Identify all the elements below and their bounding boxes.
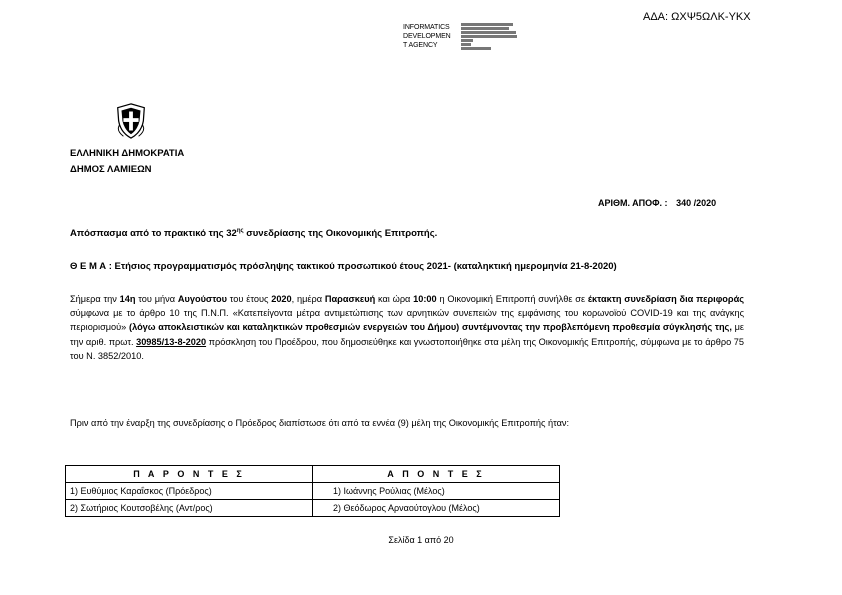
day-value: 14η bbox=[119, 294, 136, 304]
municipality-heading: ΔΗΜΟΣ ΛΑΜΙΕΩΝ bbox=[70, 164, 152, 175]
month-value: Αυγούστου bbox=[177, 294, 227, 304]
session-kind: έκτακτη συνεδρίαση δια περιφοράς bbox=[587, 294, 745, 304]
absent-member: 1) Ιωάννης Ρούλιας (Μέλος) bbox=[313, 483, 560, 500]
excerpt-title bbox=[70, 228, 437, 239]
page-number: Σελίδα 1 από 20 bbox=[388, 535, 454, 545]
absent-header: Α Π Ο Ν Τ Ε Σ bbox=[313, 466, 560, 483]
stamp-line: T AGENCY bbox=[403, 42, 438, 49]
present-member: 1) Ευθύμιος Καραΐσκος (Πρόεδρος) bbox=[66, 483, 313, 500]
table-row bbox=[66, 483, 560, 500]
protocol-number: 30985/13-8-2020 bbox=[136, 336, 207, 347]
ada-code: ΑΔΑ: ΩΧΨ5ΩΛΚ-ΥΚΧ bbox=[643, 11, 751, 23]
text-span: με την αριθ. πρωτ. bbox=[70, 322, 745, 347]
weekday-value: Παρασκευή bbox=[324, 294, 376, 304]
text-span: και ώρα bbox=[375, 294, 414, 304]
session-reason: (λόγω αποκλειστικών και καταληκτικών προθεσμιών ενεργειών του Δήμου) συντέμνοντας την προβλεπόμενη προθεσμία σύγκλησής της, bbox=[129, 322, 732, 333]
session-paragraph bbox=[70, 292, 744, 363]
signature-details-blur bbox=[461, 22, 517, 51]
text-span: η Οικονομική Επιτροπή συνήλθε σε bbox=[436, 294, 588, 304]
stamp-line: DEVELOPMEN bbox=[403, 33, 451, 40]
present-header: Π Α Ρ Ο Ν Τ Ε Σ bbox=[66, 466, 313, 483]
excerpt-text: Απόσπασμα από το πρακτικό της 32 bbox=[70, 228, 237, 240]
text-span: Σήμερα την bbox=[70, 294, 120, 304]
present-member: 2) Σωτήριος Κουτσοβέλης (Αντ/ρος) bbox=[66, 500, 313, 517]
text-span: , ημέρα bbox=[291, 294, 325, 304]
text-span: σύμφωνα με το άρθρο 10 της Π.Ν.Π. «Κατεπείγοντα μέτρα αντιμετώπισης των αρνητικών συνεπειών της εμφάνισης του κορωνοϊού COVID-19 και της ανάγκης περιορισμού» bbox=[70, 308, 744, 333]
stamp-line: INFORMATICS bbox=[403, 24, 450, 31]
excerpt-superscript: ης bbox=[236, 228, 244, 234]
table-header-row bbox=[66, 466, 560, 483]
text-span: του έτους bbox=[227, 294, 272, 304]
quorum-intro: Πριν από την έναρξη της συνεδρίασης ο Πρόεδρος διαπίστωσε ότι από τα εννέα (9) μέλη της Οικονομικής Επιτροπής ήταν: bbox=[70, 418, 570, 428]
members-table bbox=[65, 465, 560, 517]
country-heading: ΕΛΛΗΝΙΚΗ ΔΗΜΟΚΡΑΤΙΑ bbox=[70, 148, 185, 159]
year-value: 2020 bbox=[271, 294, 292, 304]
absent-member: 2) Θεόδωρος Αρναούτογλου (Μέλος) bbox=[313, 500, 560, 517]
text-span: του μήνα bbox=[135, 294, 178, 304]
subject-line: Θ Ε Μ Α : Ετήσιος προγραμματισμός πρόσληψης τακτικού προσωπικού έτους 2021- (καταληκτική ημερομηνία 21-8-2020) bbox=[70, 261, 617, 272]
time-value: 10:00 bbox=[413, 294, 437, 304]
digital-signature-stamp bbox=[403, 23, 451, 50]
decision-label: ΑΡΙΘΜ. ΑΠΟΦ. : bbox=[598, 198, 668, 208]
decision-number bbox=[598, 198, 716, 208]
decision-value: 340 /2020 bbox=[676, 198, 717, 208]
table-row bbox=[66, 500, 560, 517]
text-span: πρόσκληση του Προέδρου, που δημοσιεύθηκε και γνωστοποιήθηκε στα μέλη της Οικονομικής Επιτροπής, σύμφωνα με το άρθρο 75 του Ν. 3852/2010. bbox=[70, 336, 744, 361]
greek-coat-of-arms-icon bbox=[112, 102, 150, 140]
excerpt-text-end: συνεδρίασης της Οικονομικής Επιτροπής. bbox=[243, 228, 438, 240]
